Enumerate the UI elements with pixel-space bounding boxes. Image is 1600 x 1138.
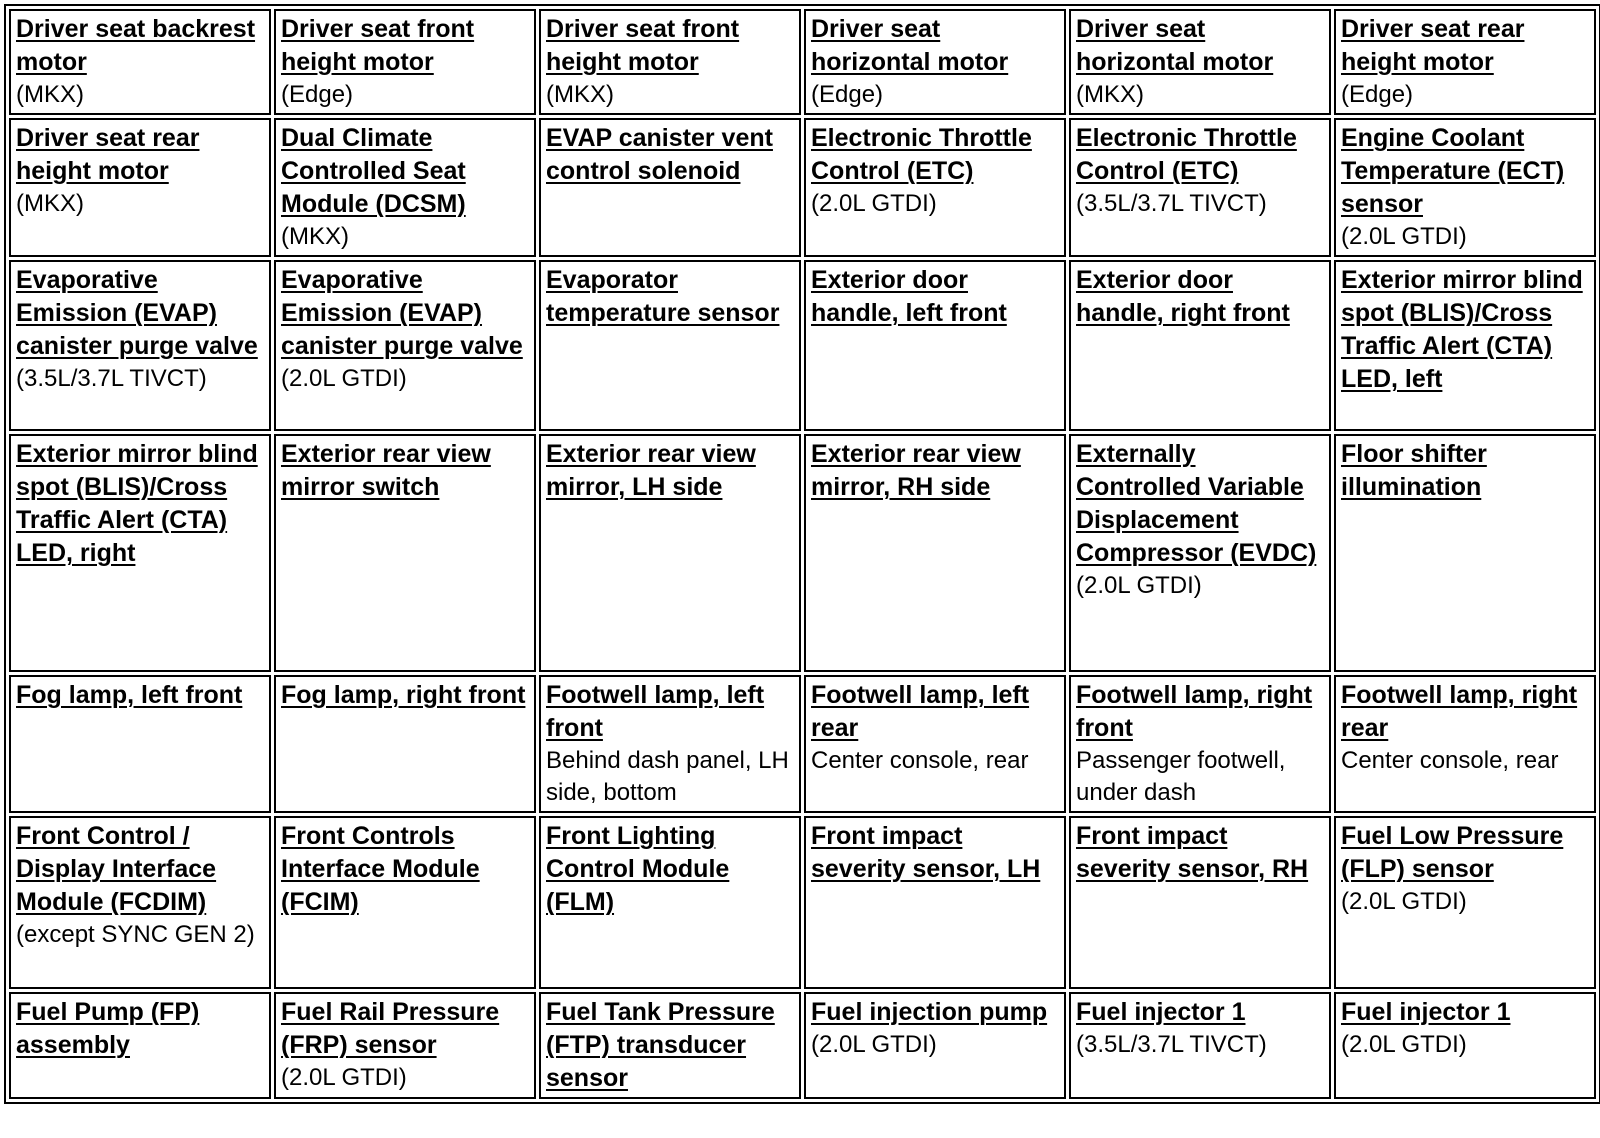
component-note: (2.0L GTDI): [1341, 1031, 1467, 1058]
component-link[interactable]: Front Lighting Control Module (FLM): [546, 822, 730, 916]
table-cell: [539, 675, 801, 813]
table-cell: [1069, 118, 1331, 257]
component-note: (2.0L GTDI): [811, 1031, 937, 1058]
component-note: (2.0L GTDI): [281, 365, 407, 392]
table-row: [9, 675, 1596, 813]
table-cell: [274, 260, 536, 431]
component-link[interactable]: Driver seat horizontal motor: [811, 15, 1009, 76]
component-note: (2.0L GTDI): [811, 190, 937, 217]
table-row: [9, 9, 1596, 115]
component-note: (MKX): [546, 81, 614, 108]
table-cell: [1334, 9, 1596, 115]
table-cell: [1334, 992, 1596, 1099]
table-cell: [9, 9, 271, 115]
component-note: (3.5L/3.7L TIVCT): [1076, 1031, 1267, 1058]
table-row: [9, 992, 1596, 1099]
component-link[interactable]: Externally Controlled Variable Displacement Compressor (EVDC): [1076, 440, 1317, 567]
table-row: [9, 118, 1596, 257]
table-cell: [9, 675, 271, 813]
table-cell: [274, 9, 536, 115]
table-cell: [1069, 992, 1331, 1099]
table-cell: [274, 434, 536, 672]
component-link[interactable]: Floor shifter illumination: [1341, 440, 1487, 501]
component-link[interactable]: Exterior mirror blind spot (BLIS)/Cross Traffic Alert (CTA) LED, right: [16, 440, 258, 567]
table-cell: [1069, 9, 1331, 115]
component-link[interactable]: Evaporative Emission (EVAP) canister purge valve: [16, 266, 258, 360]
component-link[interactable]: Front impact severity sensor, RH: [1076, 822, 1309, 883]
component-link[interactable]: Exterior door handle, right front: [1076, 266, 1290, 327]
table-row: [9, 434, 1596, 672]
component-link[interactable]: Fuel injection pump: [811, 998, 1048, 1026]
component-link[interactable]: Driver seat horizontal motor: [1076, 15, 1274, 76]
table-cell: [539, 992, 801, 1099]
component-note: (2.0L GTDI): [1341, 888, 1467, 915]
component-link[interactable]: Exterior rear view mirror switch: [281, 440, 491, 501]
component-link[interactable]: Exterior rear view mirror, RH side: [811, 440, 1021, 501]
component-note: (Edge): [281, 81, 354, 108]
component-link[interactable]: Engine Coolant Temperature (ECT) sensor: [1341, 124, 1565, 218]
table-cell: [1334, 260, 1596, 431]
table-cell: [804, 675, 1066, 813]
component-note: Center console, rear: [811, 747, 1029, 774]
component-location-table: [4, 4, 1600, 1104]
component-link[interactable]: Fog lamp, right front: [281, 681, 526, 709]
table-cell: [274, 816, 536, 989]
component-note: (2.0L GTDI): [1341, 223, 1467, 250]
component-link[interactable]: Fuel Low Pressure (FLP) sensor: [1341, 822, 1564, 883]
component-note: Center console, rear: [1341, 747, 1559, 774]
component-link[interactable]: Footwell lamp, right front: [1076, 681, 1313, 742]
table-cell: [9, 434, 271, 672]
table-cell: [804, 9, 1066, 115]
component-link[interactable]: Front Controls Interface Module (FCIM): [281, 822, 480, 916]
table-cell: [539, 260, 801, 431]
table-cell: [1069, 675, 1331, 813]
component-link[interactable]: Fuel Tank Pressure (FTP) transducer sensor: [546, 998, 775, 1092]
component-link[interactable]: Footwell lamp, left rear: [811, 681, 1030, 742]
table-cell: [9, 992, 271, 1099]
component-link[interactable]: Exterior door handle, left front: [811, 266, 1007, 327]
table-cell: [9, 260, 271, 431]
table-cell: [9, 118, 271, 257]
component-note: (MKX): [281, 223, 349, 250]
component-link[interactable]: Driver seat backrest motor: [16, 15, 256, 76]
component-link[interactable]: Exterior mirror blind spot (BLIS)/Cross Traffic Alert (CTA) LED, left: [1341, 266, 1583, 393]
component-note: (except SYNC GEN 2): [16, 921, 255, 948]
component-link[interactable]: Driver seat rear height motor: [16, 124, 200, 185]
table-cell: [1334, 118, 1596, 257]
table-cell: [539, 118, 801, 257]
component-link[interactable]: Driver seat front height motor: [546, 15, 740, 76]
component-note: Passenger footwell, under dash: [1076, 747, 1286, 806]
table-cell: [539, 9, 801, 115]
component-note: (3.5L/3.7L TIVCT): [16, 365, 207, 392]
table-cell: [1069, 434, 1331, 672]
table-cell: [539, 434, 801, 672]
component-note: (MKX): [16, 190, 84, 217]
table-cell: [539, 816, 801, 989]
component-link[interactable]: Electronic Throttle Control (ETC): [1076, 124, 1297, 185]
component-link[interactable]: Front impact severity sensor, LH: [811, 822, 1041, 883]
component-link[interactable]: Footwell lamp, right rear: [1341, 681, 1578, 742]
table-cell: [1334, 675, 1596, 813]
table-cell: [804, 992, 1066, 1099]
component-link[interactable]: Fuel Pump (FP) assembly: [16, 998, 200, 1059]
component-note: Behind dash panel, LH side, bottom: [546, 747, 789, 806]
table-cell: [274, 675, 536, 813]
table-cell: [274, 118, 536, 257]
component-link[interactable]: Fuel Rail Pressure (FRP) sensor: [281, 998, 500, 1059]
component-link[interactable]: Driver seat front height motor: [281, 15, 475, 76]
component-note: (MKX): [16, 81, 84, 108]
component-note: (2.0L GTDI): [281, 1064, 407, 1091]
component-note: (Edge): [811, 81, 884, 108]
table-cell: [274, 992, 536, 1099]
table-cell: [804, 118, 1066, 257]
component-note: (2.0L GTDI): [1076, 572, 1202, 599]
component-link[interactable]: Evaporative Emission (EVAP) canister purge valve: [281, 266, 523, 360]
table-row: [9, 260, 1596, 431]
table-cell: [804, 260, 1066, 431]
table-cell: [1069, 816, 1331, 989]
component-link[interactable]: Fuel injector 1: [1076, 998, 1246, 1026]
table-cell: [804, 816, 1066, 989]
table-cell: [1069, 260, 1331, 431]
component-link[interactable]: Exterior rear view mirror, LH side: [546, 440, 756, 501]
component-note: (3.5L/3.7L TIVCT): [1076, 190, 1267, 217]
component-link[interactable]: Electronic Throttle Control (ETC): [811, 124, 1032, 185]
table-cell: [9, 816, 271, 989]
component-note: (MKX): [1076, 81, 1144, 108]
table-cell: [1334, 816, 1596, 989]
component-link[interactable]: Front Control / Display Interface Module (FCDIM): [16, 822, 217, 916]
component-link[interactable]: Evaporator temperature sensor: [546, 266, 780, 327]
table-cell: [804, 434, 1066, 672]
table-row: [9, 816, 1596, 989]
component-link[interactable]: Fuel injector 1: [1341, 998, 1511, 1026]
table-cell: [1334, 434, 1596, 672]
component-link[interactable]: Driver seat rear height motor: [1341, 15, 1525, 76]
component-link[interactable]: Footwell lamp, left front: [546, 681, 765, 742]
component-link[interactable]: Dual Climate Controlled Seat Module (DCSM): [281, 124, 466, 218]
component-link[interactable]: EVAP canister vent control solenoid: [546, 124, 773, 185]
component-link[interactable]: Fog lamp, left front: [16, 681, 243, 709]
component-note: (Edge): [1341, 81, 1414, 108]
